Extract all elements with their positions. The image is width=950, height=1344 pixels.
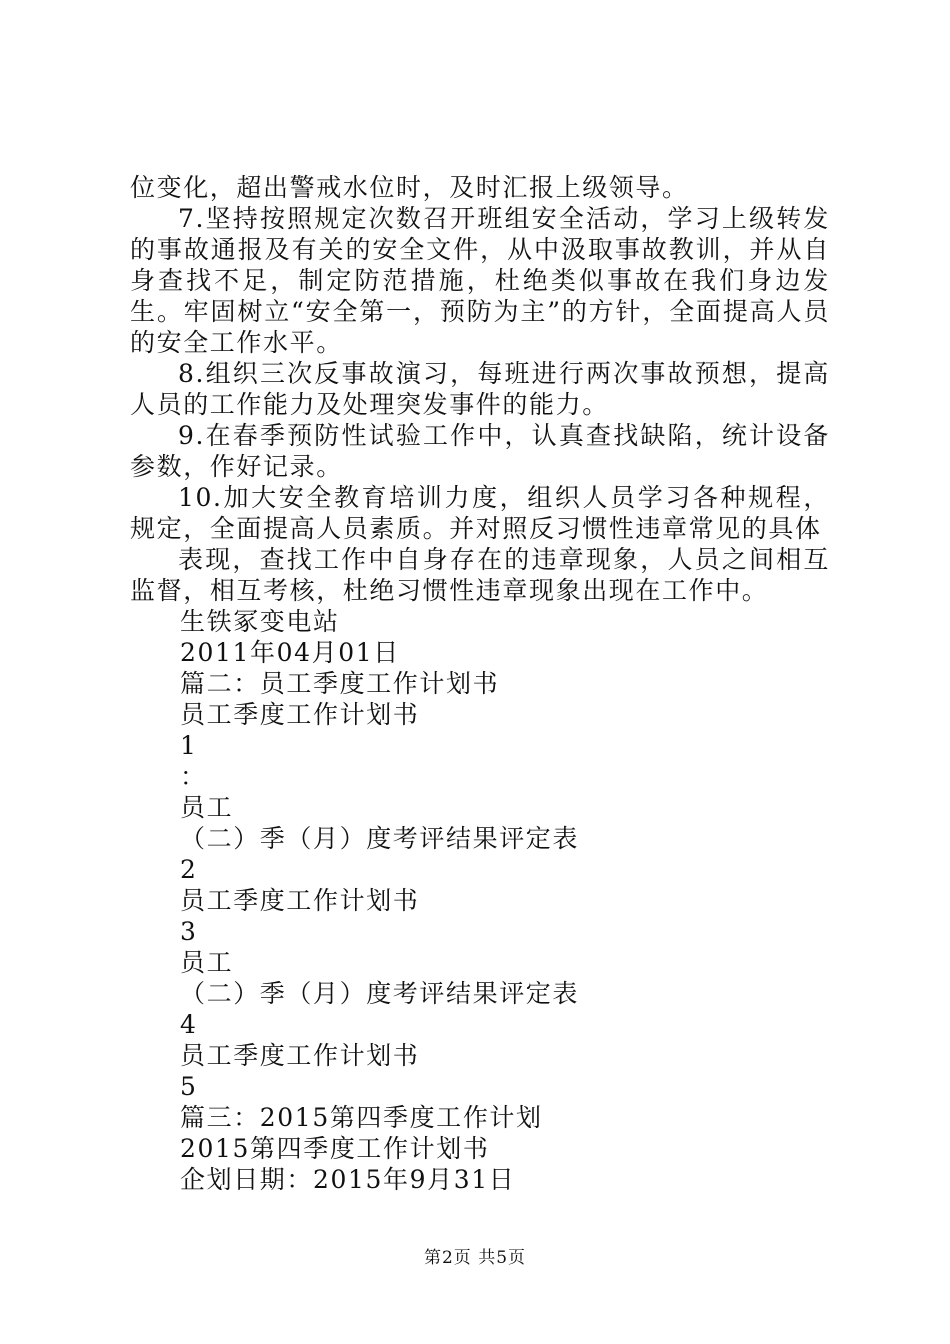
section-heading-3: 篇三：2015第四季度工作计划 xyxy=(180,1103,543,1132)
list-number: 3 xyxy=(180,917,198,946)
signature-station: 生铁冢变电站 xyxy=(180,607,340,636)
signature-date: 2011年04月01日 xyxy=(180,638,400,667)
list-item: （二）季（月）度考评结果评定表 xyxy=(180,979,580,1008)
list-number: 1 xyxy=(180,731,198,760)
paragraph-item-10-continued: 表现，查找工作中自身存在的违章现象，人员之间相互监督，相互考核，杜绝习惯性违章现象出现在工作中。 xyxy=(130,545,830,605)
document-body xyxy=(130,172,830,1195)
section-title: 员工季度工作计划书 xyxy=(180,700,420,729)
page-footer: 第2页 共5页 xyxy=(423,1248,527,1268)
list-number: 5 xyxy=(180,1072,198,1101)
list-number: 4 xyxy=(180,1010,198,1039)
section-heading-2: 篇二：员工季度工作计划书 xyxy=(180,669,500,698)
list-number: 2 xyxy=(180,855,198,884)
paragraph-item-7: 7.坚持按照规定次数召开班组安全活动，学习上级转发的事故通报及有关的安全文件，从中汲取事故教训，并从自身查找不足，制定防范措施，杜绝类似事故在我们身边发生。牢固树立“安全第一，预防为主”的方针，全面提高人员的安全工作水平。 xyxy=(130,204,830,357)
list-colon: ： xyxy=(180,762,207,791)
list-item: 员工 xyxy=(180,793,234,822)
paragraph-item-8: 8.组织三次反事故演习，每班进行两次事故预想，提高人员的工作能力及处理突发事件的能力。 xyxy=(130,359,830,419)
list-item: 员工季度工作计划书 xyxy=(180,886,420,915)
paragraph-item-10: 10.加大安全教育培训力度，组织人员学习各种规程，规定，全面提高人员素质。并对照反习惯性违章常见的具体 xyxy=(130,483,830,543)
paragraph-item-9: 9.在春季预防性试验工作中，认真查找缺陷，统计设备参数，作好记录。 xyxy=(130,421,830,481)
plan-date: 企划日期：2015年9月31日 xyxy=(180,1165,516,1194)
section-title: 2015第四季度工作计划书 xyxy=(180,1134,490,1163)
list-item: 员工 xyxy=(180,948,234,977)
list-item: （二）季（月）度考评结果评定表 xyxy=(180,824,580,853)
list-item: 员工季度工作计划书 xyxy=(180,1041,420,1070)
paragraph-water-level: 位变化，超出警戒水位时，及时汇报上级领导。 xyxy=(130,173,689,202)
